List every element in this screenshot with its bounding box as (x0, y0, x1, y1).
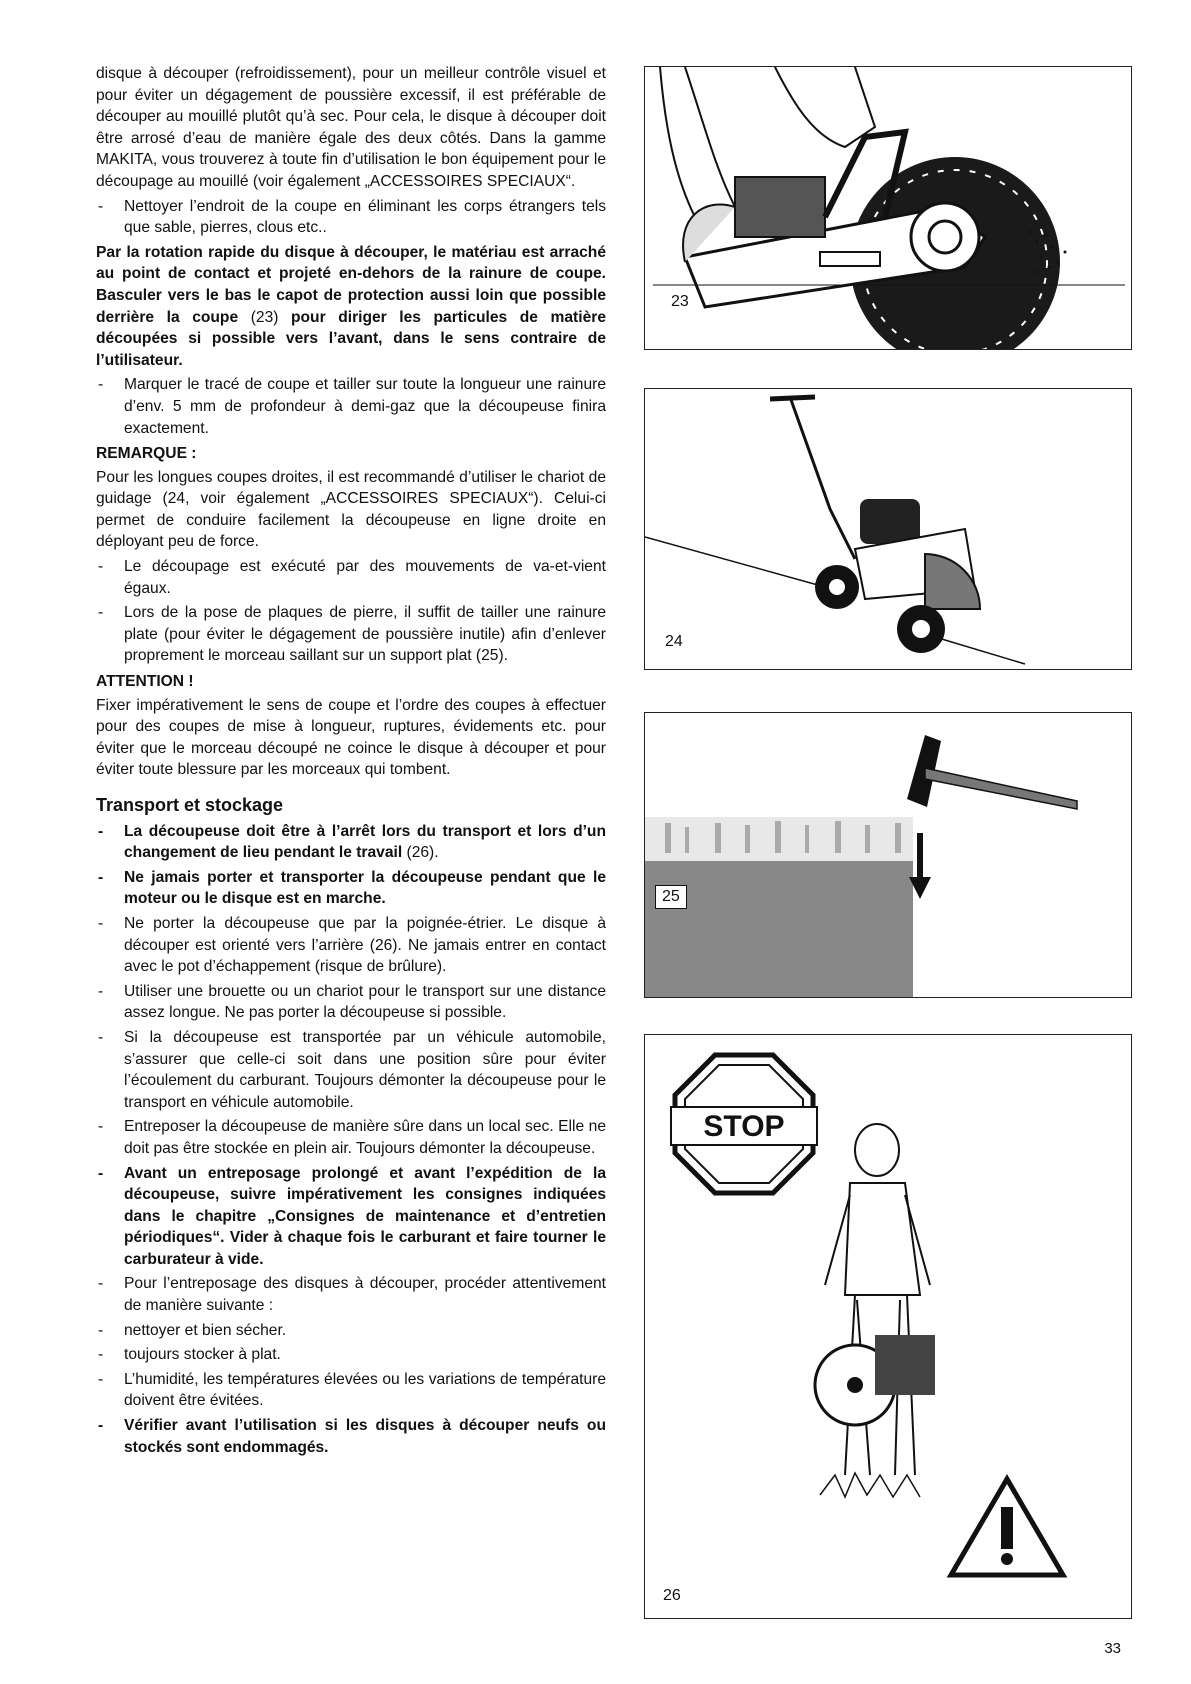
carrying-illustration (645, 1035, 1132, 1619)
list-item: - Vérifier avant l’utilisation si les disques à découper neufs ou stockés sont endommagés. (96, 1415, 606, 1458)
list-item-text: La découpeuse doit être à l’arrêt lors du transport et lors d’un changement de lieu pendant le travail (124, 822, 606, 862)
figure-23 (644, 66, 1132, 350)
list-item: - toujours stocker à plat. (96, 1344, 606, 1366)
list-item: - Nettoyer l’endroit de la coupe en éliminant les corps étrangers tels que sable, pierres, clous etc.. (96, 196, 606, 239)
list-item: - Marquer le tracé de coupe et tailler sur toute la longueur une rainure d’env. 5 mm de profondeur à demi-gaz que la découpeuse finira exactement. (96, 374, 606, 439)
list-item: - Le découpage est exécuté par des mouvements de va-et-vient égaux. (96, 556, 606, 599)
guide-trolley-illustration (645, 389, 1132, 670)
list-item: - Ne jamais porter et transporter la découpeuse pendant que le moteur ou le disque est en marche. (96, 867, 606, 910)
list-item: - Avant un entreposage prolongé et avant l’expédition de la découpeuse, suivre impérativement les consignes indiquées dans le chapitre „Consignes de maintenance et d’entretien périodiques“. Vider à chaque fois le carburant et faire tourner le carburateur à vide. (96, 1163, 606, 1271)
cutter-illustration (645, 67, 1132, 350)
list-item: - Entreposer la découpeuse de manière sûre dans un local sec. Elle ne doit pas être stockée en plein air. Toujours démonter la découpeuse. (96, 1116, 606, 1159)
remarque-paragraph: Pour les longues coupes droites, il est recommandé d’utiliser le chariot de guidage (24, voir également „ACCESSOIRES SPECIAUX“). Celui-ci permet de conduire facilement la découpeuse en ligne droite en déployant peu de force. (96, 468, 606, 551)
page-number: 33 (1104, 1640, 1121, 1657)
figure-24 (644, 388, 1132, 670)
list-item: - Si la découpeuse est transportée par un véhicule automobile, s’assurer que celle-ci soit dans une position sûre pour éviter l’écoulement du carburant. Toujours démonter la découpeuse pour le transport en véhicule automobile. (96, 1027, 606, 1113)
list-item: - Ne porter la découpeuse que par la poignée-étrier. Le disque à découper est orienté vers l’arrière (26). Ne jamais entrer en contact avec le pot d’échappement (risque de brûlure). (96, 913, 606, 978)
figure-number: 23 (671, 293, 689, 310)
attention-heading: ATTENTION ! (96, 673, 194, 691)
section-heading: Transport et stockage (96, 795, 284, 815)
warning-paragraph (96, 242, 606, 372)
figure-reference: (23) (238, 308, 291, 326)
warning-text-end: pour diriger les particules de matière découpées si possible vers l’avant, dans le sens contraire de l’utilisateur. (96, 308, 606, 369)
figure-number: 25 (655, 885, 687, 909)
attention-paragraph: Fixer impérativement le sens de coupe et l’ordre des coupes à effectuer pour des coupes de mise à longueur, ruptures, évidements etc. pour éviter que le morceau découpé ne coince le disque à découper et pour éviter toute blessure par les morceaux qui tombent. (96, 696, 606, 779)
stop-sign-text: STOP (703, 1110, 785, 1143)
figure-number: 26 (663, 1587, 681, 1604)
figure-25 (644, 712, 1132, 998)
figure-reference: (26). (402, 844, 439, 862)
list-item (96, 821, 606, 864)
figure-26 (644, 1034, 1132, 1619)
list-item: - nettoyer et bien sécher. (96, 1320, 606, 1342)
text-column (96, 63, 606, 1461)
figure-number: 24 (665, 633, 683, 650)
remarque-heading: REMARQUE : (96, 445, 197, 463)
stone-slab-illustration (645, 713, 1132, 998)
paragraph-wet-cutting: disque à découper (refroidissement), pour un meilleur contrôle visuel et pour éviter un dégagement de poussière excessif, il est préférable de découper au mouillé plutôt qu’à sec. Pour cela, le disque à découper doit être arrosé d’eau de manière égale des deux côtés. Dans la gamme MAKITA, vous trouverez à toute fin d’utilisation le bon équipement pour le découpage au mouillé (voir également „ACCESSOIRES SPECIAUX“. (96, 65, 606, 190)
list-item: - Utiliser une brouette ou un chariot pour le transport sur une distance assez longue. Ne pas porter la découpeuse si possible. (96, 981, 606, 1024)
list-item: - Pour l’entreposage des disques à découper, procéder attentivement de manière suivante : (96, 1273, 606, 1316)
list-item: - Lors de la pose de plaques de pierre, il suffit de tailler une rainure plate (pour éviter le dégagement de poussière inutile) afin d’enlever proprement le morceau saillant sur un support plat (25). (96, 602, 606, 667)
warning-text: Par la rotation rapide du disque à découper, le matériau est arraché au point de contact et projeté en-dehors de la rainure de coupe. Basculer vers le bas le capot de protection aussi loin que possible derrière la coupe (96, 243, 606, 326)
list-item: - L’humidité, les températures élevées ou les variations de température doivent être évitées. (96, 1369, 606, 1412)
